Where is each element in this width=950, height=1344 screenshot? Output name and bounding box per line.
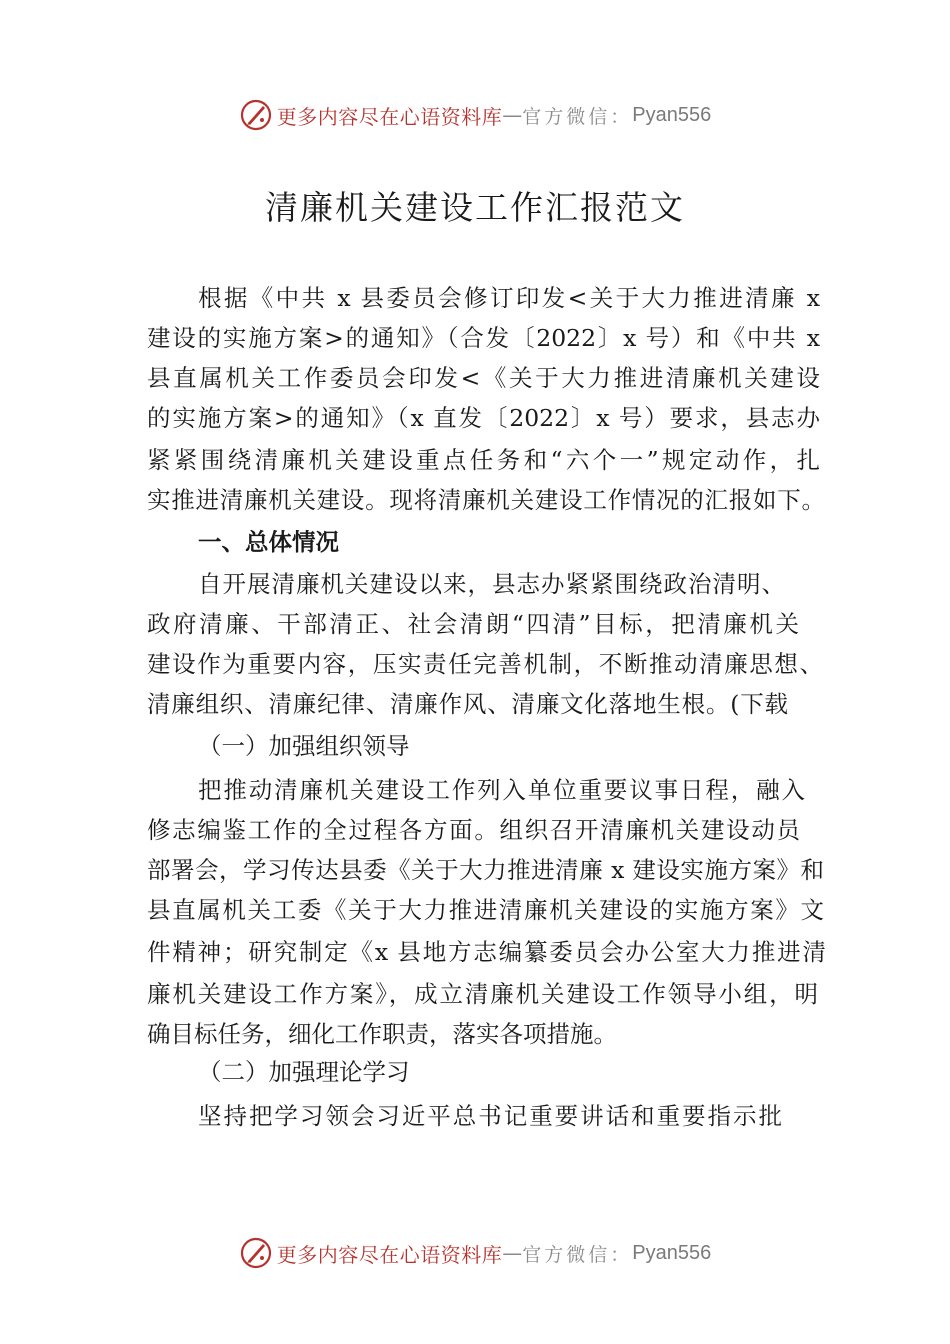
watermark-brand: 更多内容尽在心语资料库 xyxy=(276,1242,503,1267)
sub1-line-1: 把推动清廉机关建设工作列入单位重要议事日程，融入 xyxy=(198,776,805,804)
sub1-line-6: 廉机关建设工作方案》，成立清廉机关建设工作领导小组，明 xyxy=(147,980,818,1008)
intro-line-1: 根据《中共 x 县委员会修订印发<关于大力推进清廉 x xyxy=(198,284,820,312)
section1-line-1: 自开展清廉机关建设以来，县志办紧紧围绕政治清明、 xyxy=(198,570,785,598)
footer-watermark xyxy=(0,1233,950,1273)
header-watermark xyxy=(0,95,950,135)
watermark-brand: 更多内容尽在心语资料库 xyxy=(276,104,503,129)
watermark-separator: — xyxy=(502,103,523,127)
watermark-wechat-id: Pyan556 xyxy=(632,1241,712,1264)
sub1-line-7: 确目标任务，细化工作职责，落实各项措施。 xyxy=(147,1020,617,1048)
intro-line-6: 实推进清廉机关建设。现将清廉机关建设工作情况的汇报如下。 xyxy=(147,486,825,514)
section1-line-2: 政府清廉、干部清正、社会清朗“四清”目标，把清廉机关 xyxy=(147,610,799,638)
watermark-wechat-label: 官方微信： xyxy=(522,105,633,128)
subheading-theory-study: （二）加强理论学习 xyxy=(198,1058,410,1086)
sub2-line-1: 坚持把学习领会习近平总书记重要讲话和重要指示批 xyxy=(198,1102,782,1130)
subheading-organization: （一）加强组织领导 xyxy=(198,732,410,760)
section-heading-overview: 一、总体情况 xyxy=(198,528,339,556)
watermark-separator: — xyxy=(502,1241,523,1265)
intro-line-3: 县直属机关工作委员会印发<《关于大力推进清廉机关建设 xyxy=(147,364,820,392)
section1-line-4: 清廉组织、清廉纪律、清廉作风、清廉文化落地生根。(下载 xyxy=(147,690,788,718)
intro-line-5: 紧紧围绕清廉机关建设重点任务和“六个一”规定动作，扎 xyxy=(147,446,820,474)
section1-line-3: 建设作为重要内容，压实责任完善机制，不断推动清廉思想、 xyxy=(147,650,823,678)
sub1-line-5: 件精神；研究制定《x 县地方志编纂委员会办公室大力推进清 xyxy=(147,938,826,966)
sub1-line-3: 部署会，学习传达县委《关于大力推进清廉 x 建设实施方案》和 xyxy=(147,856,824,884)
intro-line-4: 的实施方案>的通知》（x 直发〔2022〕x 号）要求，县志办 xyxy=(147,404,820,432)
document-title: 清廉机关建设工作汇报范文 xyxy=(265,188,685,227)
intro-line-2: 建设的实施方案>的通知》（合发〔2022〕x 号）和《中共 x xyxy=(147,324,820,352)
watermark-wechat-label: 官方微信： xyxy=(522,1243,633,1266)
sub1-line-4: 县直属机关工委《关于大力推进清廉机关建设的实施方案》文 xyxy=(147,896,824,924)
sub1-line-2: 修志编鉴工作的全过程各方面。组织召开清廉机关建设动员 xyxy=(147,816,800,844)
watermark-wechat-id: Pyan556 xyxy=(632,103,712,126)
quill-logo-icon xyxy=(239,98,273,132)
quill-logo-icon xyxy=(239,1236,273,1270)
